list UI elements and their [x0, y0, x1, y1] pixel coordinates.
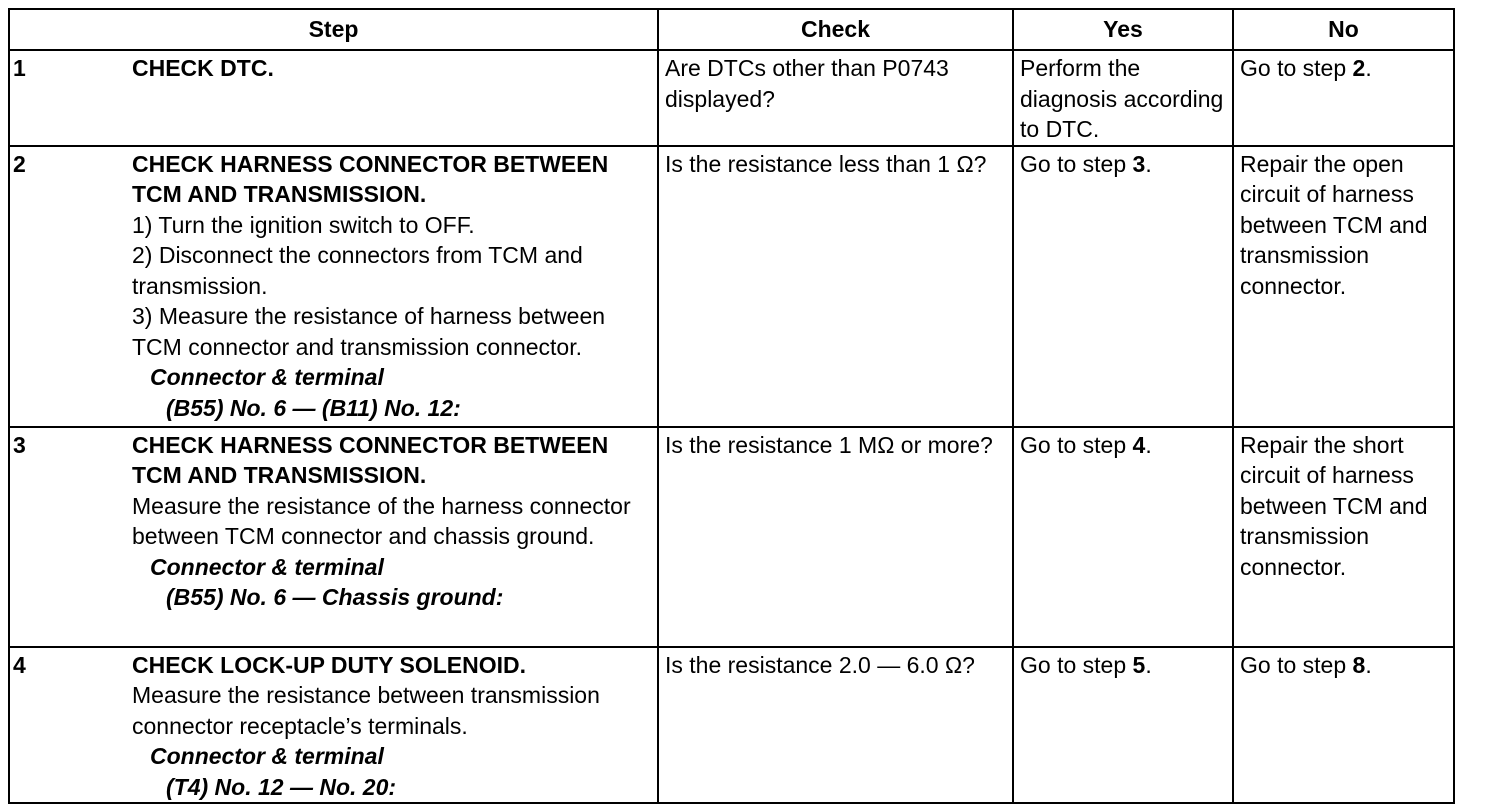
yes-cell: Go to step 5. [1013, 647, 1233, 804]
check-text: Are DTCs other than P0743 displayed? [665, 55, 949, 112]
no-cell [1233, 427, 1454, 647]
header-row [9, 9, 1454, 50]
step-title: CHECK HARNESS CONNECTOR BETWEEN TCM AND TRANSMISSION. [132, 431, 609, 488]
diagnostic-table [8, 8, 1455, 804]
connector-value: (B55) No. 6 — Chassis ground: [166, 584, 504, 610]
no-text: Go to step [1240, 55, 1353, 81]
header-no: No [1233, 9, 1454, 50]
no-cell [1233, 50, 1454, 146]
no-text: Repair the open circuit of harness between TCM and transmission connector. [1240, 150, 1428, 299]
step-instruction: 1) Turn the ignition switch to OFF. [132, 211, 475, 238]
yes-text: Perform the diagnosis according to DTC. [1020, 55, 1224, 142]
step-cell [9, 647, 658, 804]
step-title: CHECK DTC. [132, 55, 274, 81]
step-instruction: 2) Disconnect the connectors from TCM and transmission. [132, 242, 583, 299]
step-number: 2 [13, 150, 26, 177]
yes-text: Go to step [1020, 150, 1133, 177]
step-number: 3 [13, 431, 26, 458]
yes-text: Go to step [1020, 651, 1133, 678]
connector-label: Connector & terminal [150, 743, 384, 769]
table-row [9, 146, 1454, 427]
step-title: CHECK LOCK-UP DUTY SOLENOID. [132, 651, 527, 678]
table-row [9, 647, 1454, 804]
connector-value: (B55) No. 6 — (B11) No. 12: [166, 394, 461, 421]
check-text: Is the resistance 2.0 — 6.0 Ω? [665, 651, 975, 678]
connector-value: (T4) No. 12 — No. 20: [166, 773, 397, 800]
check-text: Is the resistance 1 MΩ or more? [665, 431, 993, 458]
no-cell [1233, 146, 1454, 427]
step-instruction: Measure the resistance of the harness connector between TCM connector and chassis ground. [132, 492, 631, 549]
yes-cell: Go to step 4. [1013, 427, 1233, 647]
no-tail: . [1365, 651, 1372, 678]
step-instruction: Measure the resistance between transmission connector receptacle’s terminals. [132, 682, 600, 739]
check-cell [658, 146, 1013, 427]
check-cell [658, 427, 1013, 647]
step-title: CHECK HARNESS CONNECTOR BETWEEN TCM AND TRANSMISSION. [132, 150, 609, 207]
no-step-ref: 2 [1352, 55, 1366, 81]
yes-cell: Go to step 3. [1013, 146, 1233, 427]
step-number: 1 [13, 55, 26, 81]
header-check: Check [658, 9, 1013, 50]
connector-label: Connector & terminal [150, 553, 384, 580]
check-cell [658, 50, 1013, 146]
yes-text: Go to step [1020, 431, 1133, 458]
no-tail: . [1365, 55, 1372, 81]
check-cell [658, 647, 1013, 804]
no-step-ref: 8 [1352, 651, 1366, 678]
step-cell [9, 146, 658, 427]
step-cell [9, 50, 658, 146]
header-step: Step [9, 9, 658, 50]
step-instruction: 3) Measure the resistance of harness between TCM connector and transmission connector. [132, 303, 606, 360]
step-cell [9, 427, 658, 647]
yes-step-ref: 4 [1132, 431, 1146, 458]
header-yes: Yes [1013, 9, 1233, 50]
no-text: Repair the short circuit of harness between TCM and transmission connector. [1240, 431, 1428, 580]
step-number: 4 [13, 651, 26, 678]
check-text: Is the resistance less than 1 Ω? [665, 150, 987, 177]
no-text: Go to step [1240, 651, 1353, 678]
table-row [9, 427, 1454, 647]
yes-cell [1013, 50, 1233, 146]
connector-label: Connector & terminal [150, 364, 384, 390]
table-row [9, 50, 1454, 146]
no-cell [1233, 647, 1454, 804]
yes-step-ref: 5 [1132, 651, 1146, 678]
yes-step-ref: 3 [1132, 150, 1146, 177]
